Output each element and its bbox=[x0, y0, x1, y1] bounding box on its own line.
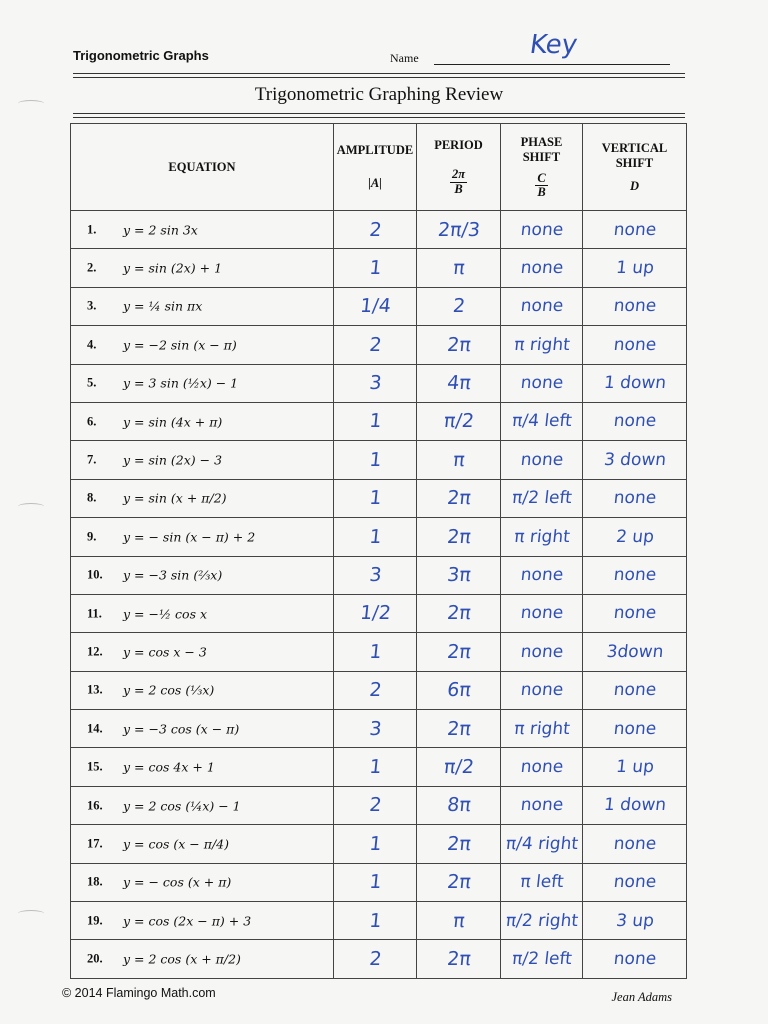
vertical-shift-column-header: VERTICAL SHIFT D bbox=[583, 124, 687, 211]
vertical-shift-answer: 2 up bbox=[580, 518, 688, 556]
worksheet-header-title: Trigonometric Graphs bbox=[73, 48, 209, 63]
vertical-shift-answer: none bbox=[580, 594, 688, 632]
amplitude-answer: 2 bbox=[331, 211, 418, 249]
amplitude-answer: 1 bbox=[331, 825, 418, 863]
table-row bbox=[71, 940, 687, 978]
amplitude-answer: 2 bbox=[331, 671, 418, 709]
vertical-shift-answer: none bbox=[580, 211, 688, 249]
vertical-shift-answer: none bbox=[580, 671, 688, 709]
table-row bbox=[71, 479, 687, 517]
amplitude-column-header: AMPLITUDE |A| bbox=[334, 124, 417, 211]
phase-shift-answer: none bbox=[498, 594, 584, 632]
phase-shift-column-header: PHASE SHIFT $\frac{C}{B}$ bbox=[501, 124, 583, 211]
amplitude-answer: 1 bbox=[331, 479, 418, 517]
period-answer: 2π bbox=[414, 710, 502, 748]
equation-cell bbox=[71, 402, 334, 440]
equation-text: y = sin (2x) + 1 bbox=[123, 260, 223, 276]
vertical-shift-answer: none bbox=[580, 710, 688, 748]
period-answer: 2 bbox=[414, 287, 502, 325]
vertical-shift-answer: 1 down bbox=[580, 364, 688, 402]
period-answer: π bbox=[414, 441, 502, 479]
row-number: 11. bbox=[87, 606, 102, 621]
equation-text: y = ¼ sin πx bbox=[123, 298, 203, 314]
amplitude-answer: 2 bbox=[331, 940, 418, 978]
row-number: 2. bbox=[87, 260, 97, 275]
amplitude-answer: 1 bbox=[331, 748, 418, 786]
phase-shift-answer: none bbox=[498, 249, 584, 287]
phase-shift-answer: none bbox=[498, 211, 584, 249]
equation-cell bbox=[71, 249, 334, 287]
amplitude-answer: 1 bbox=[331, 902, 418, 940]
equation-text: y = 2 cos (x + π/2) bbox=[123, 951, 241, 967]
table-row bbox=[71, 786, 687, 824]
amplitude-answer: 2 bbox=[331, 786, 418, 824]
equation-text: y = cos 4x + 1 bbox=[123, 759, 215, 775]
amplitude-answer: 1 bbox=[331, 402, 418, 440]
period-answer: 2π bbox=[414, 825, 502, 863]
amplitude-answer: 1 bbox=[331, 518, 418, 556]
phase-shift-answer: π/4 left bbox=[498, 402, 584, 440]
row-number: 7. bbox=[87, 452, 97, 467]
equation-cell bbox=[71, 825, 334, 863]
equation-cell bbox=[71, 211, 334, 249]
amplitude-answer: 2 bbox=[331, 326, 418, 364]
phase-shift-answer: none bbox=[498, 748, 584, 786]
period-answer: 2π bbox=[414, 940, 502, 978]
table-row bbox=[71, 364, 687, 402]
review-table bbox=[70, 123, 687, 979]
amplitude-answer: 3 bbox=[331, 710, 418, 748]
table-row bbox=[71, 441, 687, 479]
table-row bbox=[71, 556, 687, 594]
amplitude-answer: 1 bbox=[331, 441, 418, 479]
equation-text: y = sin (4x + π) bbox=[123, 414, 223, 430]
phase-shift-answer: π left bbox=[498, 863, 584, 901]
vertical-shift-answer: 1 up bbox=[580, 748, 688, 786]
row-number: 16. bbox=[87, 798, 103, 813]
equation-text: y = 2 sin 3x bbox=[123, 222, 198, 238]
equation-cell bbox=[71, 710, 334, 748]
equation-cell bbox=[71, 326, 334, 364]
equation-cell bbox=[71, 902, 334, 940]
equation-text: y = cos (2x − π) + 3 bbox=[123, 913, 252, 929]
period-answer: 2π bbox=[414, 594, 502, 632]
amplitude-answer: 1 bbox=[331, 633, 418, 671]
period-answer: π bbox=[414, 249, 502, 287]
phase-shift-answer: none bbox=[498, 364, 584, 402]
amplitude-answer: 1/4 bbox=[331, 287, 418, 325]
vertical-shift-answer: 3 up bbox=[580, 902, 688, 940]
title-rule bbox=[73, 117, 685, 118]
equation-text: y = sin (x + π/2) bbox=[123, 490, 227, 506]
amplitude-answer: 1/2 bbox=[331, 594, 418, 632]
table-header-row bbox=[71, 124, 687, 211]
table-row bbox=[71, 594, 687, 632]
punch-hole-mark bbox=[18, 503, 44, 510]
period-answer: 4π bbox=[414, 364, 502, 402]
phase-shift-answer: none bbox=[498, 786, 584, 824]
punch-hole-mark bbox=[18, 100, 44, 107]
equation-cell bbox=[71, 633, 334, 671]
equation-cell bbox=[71, 364, 334, 402]
header-rule bbox=[73, 73, 685, 74]
equation-cell bbox=[71, 786, 334, 824]
table-row bbox=[71, 287, 687, 325]
table-row bbox=[71, 748, 687, 786]
row-number: 14. bbox=[87, 721, 103, 736]
equation-text: y = sin (2x) − 3 bbox=[123, 452, 223, 468]
equation-cell bbox=[71, 479, 334, 517]
table-row bbox=[71, 902, 687, 940]
table-row bbox=[71, 633, 687, 671]
equation-column-header: EQUATION bbox=[71, 124, 334, 211]
period-answer: 2π bbox=[414, 326, 502, 364]
row-number: 1. bbox=[87, 222, 97, 237]
vertical-shift-answer: 3 down bbox=[580, 441, 688, 479]
row-number: 19. bbox=[87, 913, 103, 928]
equation-text: y = −3 sin (⅔x) bbox=[123, 567, 223, 583]
equation-text: y = 3 sin (½x) − 1 bbox=[123, 375, 239, 391]
period-answer: 2π bbox=[414, 479, 502, 517]
row-number: 15. bbox=[87, 759, 103, 774]
table-row bbox=[71, 671, 687, 709]
row-number: 8. bbox=[87, 490, 97, 505]
equation-text: y = cos (x − π/4) bbox=[123, 836, 229, 852]
row-number: 5. bbox=[87, 375, 97, 390]
period-answer: 2π bbox=[414, 518, 502, 556]
equation-cell bbox=[71, 287, 334, 325]
title-rule bbox=[73, 113, 685, 114]
amplitude-answer: 3 bbox=[331, 556, 418, 594]
equation-cell bbox=[71, 863, 334, 901]
vertical-shift-answer: 3down bbox=[580, 633, 688, 671]
vertical-shift-answer: 1 up bbox=[580, 249, 688, 287]
row-number: 3. bbox=[87, 298, 97, 313]
period-answer: 2π/3 bbox=[414, 211, 502, 249]
phase-shift-answer: none bbox=[498, 441, 584, 479]
table-row bbox=[71, 402, 687, 440]
table-row bbox=[71, 249, 687, 287]
equation-cell bbox=[71, 748, 334, 786]
equation-cell bbox=[71, 518, 334, 556]
period-answer: π/2 bbox=[414, 748, 502, 786]
phase-shift-answer: π right bbox=[498, 326, 584, 364]
vertical-shift-answer: 1 down bbox=[580, 786, 688, 824]
amplitude-answer: 3 bbox=[331, 364, 418, 402]
table-row bbox=[71, 863, 687, 901]
table-row bbox=[71, 825, 687, 863]
amplitude-answer: 1 bbox=[331, 249, 418, 287]
vertical-shift-answer: none bbox=[580, 326, 688, 364]
row-number: 18. bbox=[87, 874, 103, 889]
equation-text: y = cos x − 3 bbox=[123, 644, 207, 660]
equation-cell bbox=[71, 940, 334, 978]
equation-text: y = −3 cos (x − π) bbox=[123, 721, 240, 737]
review-title: Trigonometric Graphing Review bbox=[254, 84, 504, 105]
equation-cell bbox=[71, 671, 334, 709]
phase-shift-answer: π/2 right bbox=[498, 902, 584, 940]
phase-shift-answer: none bbox=[498, 671, 584, 709]
equation-text: y = −2 sin (x − π) bbox=[123, 337, 237, 353]
author-text: Jean Adams bbox=[611, 990, 672, 1004]
vertical-shift-answer: none bbox=[580, 863, 688, 901]
table-row bbox=[71, 710, 687, 748]
name-label: Name bbox=[390, 51, 419, 65]
row-number: 13. bbox=[87, 682, 103, 697]
equation-cell bbox=[71, 441, 334, 479]
period-formula: $\frac{2\pi}{B}$ bbox=[451, 167, 466, 196]
equation-text: y = − sin (x − π) + 2 bbox=[123, 529, 256, 545]
period-answer: 2π bbox=[414, 633, 502, 671]
phase-shift-answer: none bbox=[498, 287, 584, 325]
equation-text: y = 2 cos (⅓x) bbox=[123, 682, 215, 698]
row-number: 6. bbox=[87, 414, 97, 429]
vertical-shift-answer: none bbox=[580, 402, 688, 440]
name-handwritten-value: Key bbox=[527, 30, 580, 60]
table-row bbox=[71, 518, 687, 556]
equation-text: y = −½ cos x bbox=[123, 606, 208, 622]
name-line bbox=[434, 64, 670, 65]
phase-shift-answer: π/4 right bbox=[498, 825, 584, 863]
row-number: 9. bbox=[87, 529, 97, 544]
vertical-shift-answer: none bbox=[580, 556, 688, 594]
phase-shift-answer: π/2 left bbox=[498, 940, 584, 978]
period-answer: 2π bbox=[414, 863, 502, 901]
period-answer: 8π bbox=[414, 786, 502, 824]
vertical-shift-answer: none bbox=[580, 825, 688, 863]
punch-hole-mark bbox=[18, 910, 44, 917]
vertical-shift-answer: none bbox=[580, 479, 688, 517]
phase-shift-answer: π right bbox=[498, 518, 584, 556]
phase-shift-formula: $\frac{C}{B}$ bbox=[537, 170, 546, 199]
amplitude-answer: 1 bbox=[331, 863, 418, 901]
equation-cell bbox=[71, 556, 334, 594]
vertical-shift-answer: none bbox=[580, 287, 688, 325]
header-rule bbox=[73, 77, 685, 78]
period-answer: π/2 bbox=[414, 402, 502, 440]
phase-shift-answer: π right bbox=[498, 710, 584, 748]
row-number: 4. bbox=[87, 337, 97, 352]
equation-cell bbox=[71, 594, 334, 632]
copyright-text: © 2014 Flamingo Math.com bbox=[62, 986, 216, 1000]
period-answer: 6π bbox=[414, 671, 502, 709]
equation-text: y = 2 cos (¼x) − 1 bbox=[123, 798, 241, 814]
row-number: 12. bbox=[87, 644, 103, 659]
table-row bbox=[71, 326, 687, 364]
period-answer: π bbox=[414, 902, 502, 940]
phase-shift-answer: none bbox=[498, 556, 584, 594]
equation-text: y = − cos (x + π) bbox=[123, 874, 232, 890]
vertical-shift-answer: none bbox=[580, 940, 688, 978]
period-column-header: PERIOD $\frac{2\pi}{B}$ bbox=[417, 124, 501, 211]
phase-shift-answer: π/2 left bbox=[498, 479, 584, 517]
table-row bbox=[71, 211, 687, 249]
period-answer: 3π bbox=[414, 556, 502, 594]
row-number: 10. bbox=[87, 567, 103, 582]
row-number: 17. bbox=[87, 836, 103, 851]
row-number: 20. bbox=[87, 951, 103, 966]
phase-shift-answer: none bbox=[498, 633, 584, 671]
